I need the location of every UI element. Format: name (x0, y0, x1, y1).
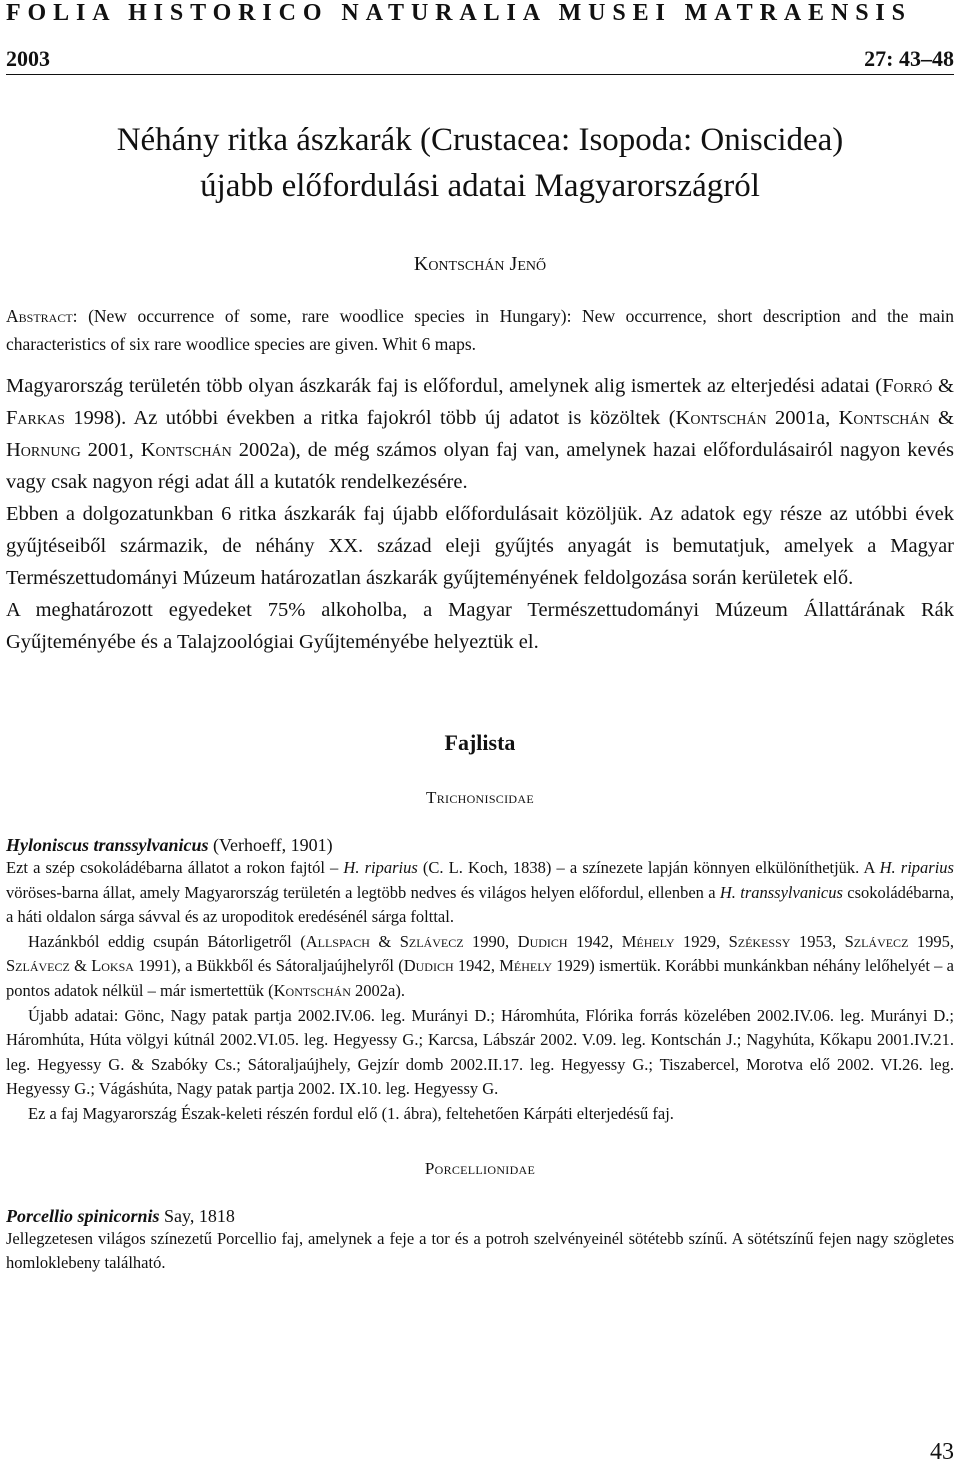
year: 2003 (6, 46, 50, 71)
taxon: H. transsylvanicus (719, 882, 843, 902)
text: & (929, 407, 954, 429)
title-line-2: újabb előfordulási adatai Magyarországról (200, 168, 760, 204)
journal-name: FOLIA HISTORICO NATURALIA MUSEI MATRAENSIS (6, 0, 912, 26)
text: vöröses-barna állat, amely Magyarország területén a legtöbb nedves és világos helyen előfordul, ellenben a (6, 882, 720, 902)
page-number: 43 (930, 1439, 954, 1465)
paragraph (6, 930, 954, 1004)
species-description (6, 1227, 954, 1276)
text: & (932, 375, 954, 397)
text: 2002a), de még számos olyan faj van, amelynek hazai előfordulásairól nagyon kevés vagy csak nagyon régi adat áll a kutatók rendelkezésére. (6, 439, 954, 493)
text: 1929, (674, 931, 729, 951)
citation: Loksa (91, 956, 134, 976)
species-author: (Verhoeff, 1901) (208, 835, 333, 855)
section-heading: Fajlista (444, 730, 516, 755)
text: 1953, (790, 931, 845, 951)
paragraph: Újabb adatai: Gönc, Nagy patak partja 2002.IV.06. leg. Murányi D.; Háromhúta, Flórika forrás közelében 2002.IV.06. leg. Murányi D.; Háromhúta, Húta völgyi kútnál 2002.VI.05. leg. Hegyessy G.; Karcsa, Lábszár 2002. V.09. leg. Kontschán J.; Nagyhúta, Kőkapu 2001.IV.21. leg. Hegyessy G. & Szabóky Cs.; Sátoraljaújhely, Gejzír domb 2002.II.17. leg. Hegyessy G.; Tiszabercel, Morotva elő 2002. VI.26. leg. Hegyessy G.; Vágáshúta, Nagy patak partja 2002. IX.10. leg. Hegyessy G. (6, 1005, 954, 1099)
volume-pages: 27: 43–48 (864, 46, 954, 71)
citation: Forró (882, 375, 933, 397)
citation: Székessy (728, 931, 791, 951)
family-heading: Porcellionidae (424, 1158, 536, 1178)
text: 1990, (463, 931, 518, 951)
citation: Szlávecz (6, 956, 70, 976)
text: csokoládébarna, a háti oldalon sárga sávval és az uropoditok eredésénél sárga folttal. (6, 882, 954, 927)
intro-paragraph-2: Ebben a dolgozatunkban 6 ritka ászkarák faj újabb előfordulásait közöljük. Az adatok egy része az utóbbi évek gyűjtéseiből származik, de néhány XX. század eleji gyűjtés anyagát is bemutatjuk, amelyek a Magyar Természettudományi Múzeum határozatlan ászkarák gyűjteményének feldolgozása során kerületek elő. (6, 503, 954, 589)
species-description (6, 856, 954, 1127)
text: 1929) ismertük. Korábbi munkánkban néhány lelőhelyét – a pontos adatok nélkül – már ismertettük ( (6, 956, 954, 1000)
introduction (6, 370, 954, 658)
text: Hazánkból eddig csupán Bátorligetről ( (28, 931, 306, 951)
text: 1942, (567, 931, 622, 951)
abstract-label: Abstract: (6, 306, 78, 326)
author: Kontschán Jenő (413, 253, 547, 275)
article-title (6, 117, 954, 209)
intro-paragraph-1 (6, 370, 954, 498)
text: 1942, (453, 956, 500, 976)
abstract (6, 302, 954, 358)
citation: Kontschán (675, 407, 767, 429)
family-heading: Trichoniscidae (426, 788, 534, 807)
text: & (369, 931, 400, 951)
abstract-text: (New occurrence of some, rare woodlice species in Hungary): New occurrence, short description and the main characteristics of six rare woodlice species are given. Whit 6 maps. (6, 306, 954, 354)
text: 1998). Az utóbbi években a ritka fajokról több új adatot is közöltek ( (64, 407, 676, 429)
paragraph (6, 856, 954, 930)
species-heading (6, 834, 954, 856)
title-line-1: Néhány ritka ászkarák (Crustacea: Isopoda: Oniscidea) (116, 122, 844, 158)
citation: Szlávecz (399, 931, 464, 951)
intro-paragraph-3: A meghatározott egyedeket 75% alkoholba, a Magyar Természettudományi Múzeum Állattárának Rák Gyűjteményébe és a Talajzoológiai Gyűjteményébe helyeztük el. (6, 599, 954, 653)
text: 2002a). (350, 980, 405, 1000)
citation: Kontschán (140, 439, 232, 461)
species-author: Say, 1818 (159, 1205, 235, 1226)
issue-info (6, 42, 954, 75)
citation: Szlávecz (844, 931, 909, 951)
citation: Kontschán (838, 407, 930, 429)
text: 2001, (80, 439, 141, 461)
citation: Hornung (6, 439, 81, 461)
paragraph: Ez a faj Magyarország Észak-keleti részén fordul elő (1. ábra), feltehetően Kárpáti elterjedésű faj. (28, 1103, 674, 1123)
citation: Farkas (6, 407, 65, 429)
text: 1991), a Bükkből és Sátoraljaújhelyről ( (133, 956, 404, 976)
citation: Kontschán (273, 980, 351, 1000)
species-heading (6, 1205, 954, 1227)
text: & (69, 956, 92, 976)
text: Ezt a szép csokoládébarna állatot a rokon fajtól – (6, 858, 344, 877)
citation: Méhely (499, 956, 553, 976)
citation: Dudich (403, 956, 454, 976)
species-name: Hyloniscus transsylvanicus (6, 835, 209, 855)
text: 1995, (908, 931, 955, 951)
citation: Méhely (621, 931, 675, 951)
citation: Allspach (305, 931, 370, 951)
text: (C. L. Koch, 1838) – a színezete lapján könnyen elkülöníthetjük. A (417, 858, 880, 877)
taxon: H. riparius (879, 858, 954, 877)
text: 2001a, (766, 407, 839, 429)
species-name: Porcellio spinicornis (6, 1205, 160, 1226)
paragraph: Jellegzetesen világos színezetű Porcellio faj, amelynek a feje a tor és a potroh szelvényeinél sötétebb színű. A sötétszínű fejen nagy szögletes homloklebeny található. (6, 1228, 954, 1273)
taxon: H. riparius (343, 858, 418, 877)
citation: Dudich (517, 931, 568, 951)
text: Magyarország területén több olyan ászkarák faj is előfordul, amelynek alig ismertek az elterjedési adatai ( (6, 375, 883, 397)
